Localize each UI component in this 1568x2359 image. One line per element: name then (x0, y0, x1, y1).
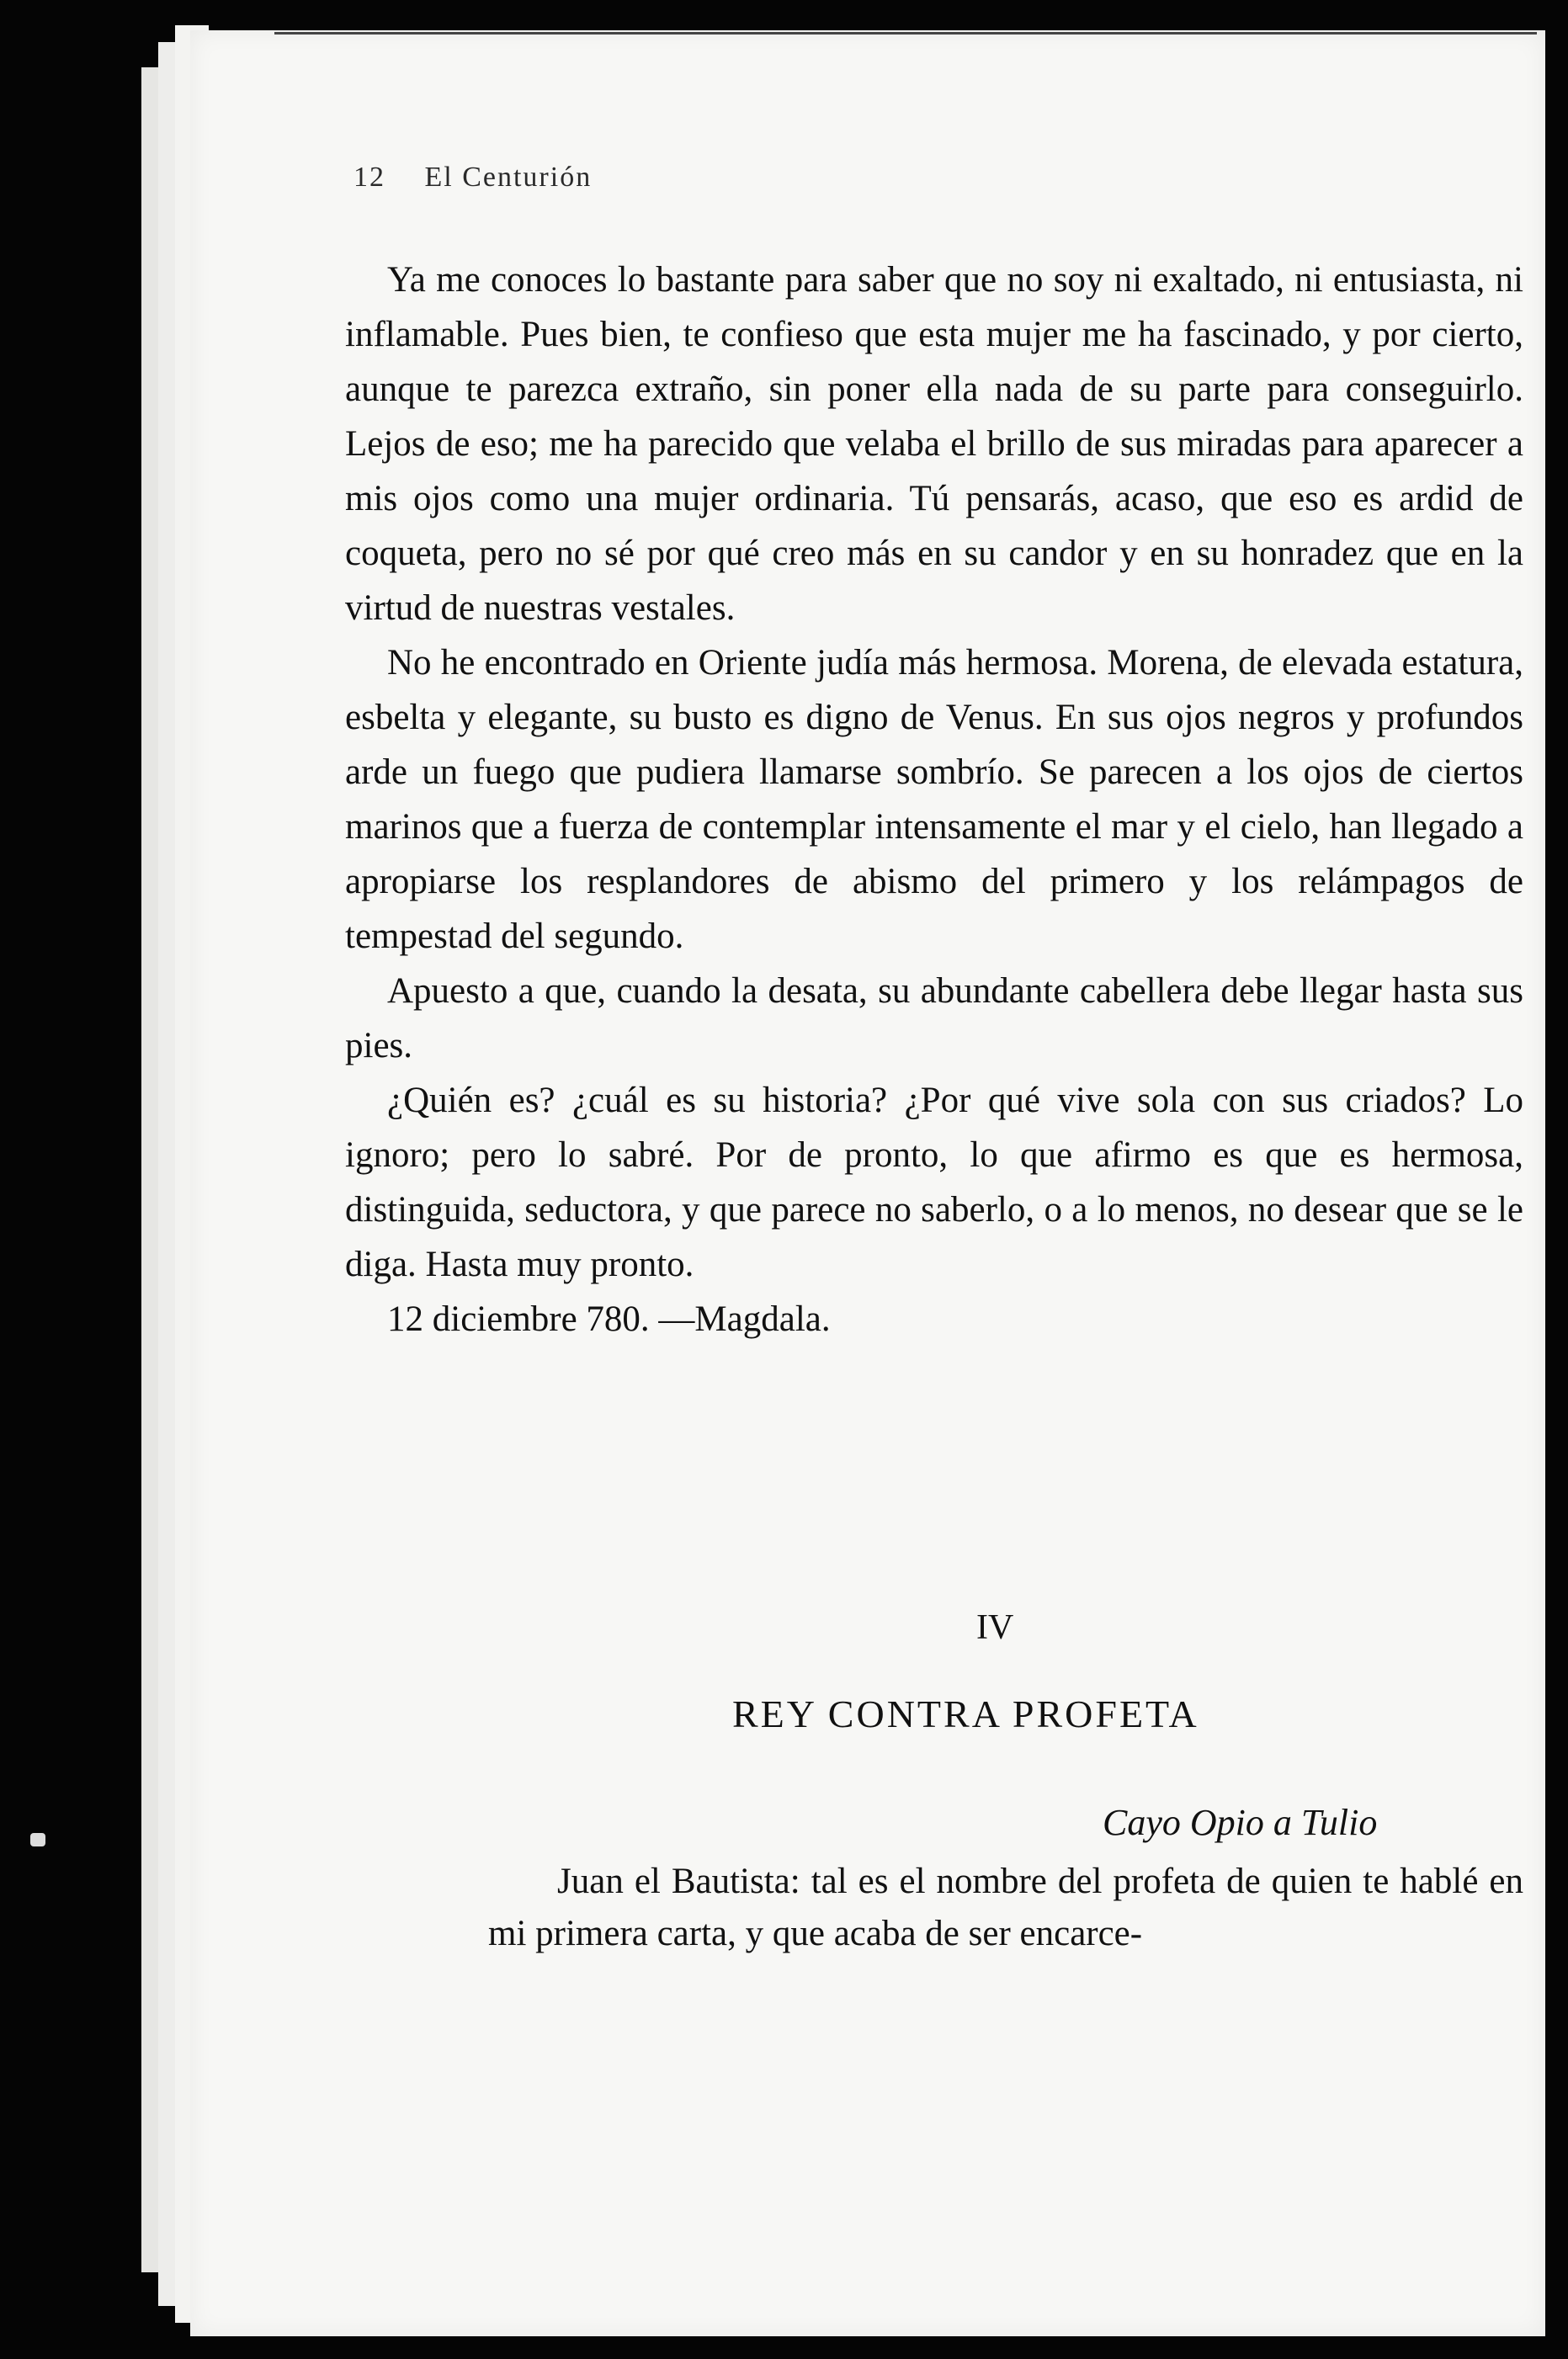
chapter-number: IV (976, 1608, 1014, 1647)
signoff: 12 diciembre 780. —Magdala. (387, 1299, 831, 1339)
paragraph: Ya me conoces lo bastante para saber que no soy ni exaltado, ni entusiasta, ni inflamable. Pues bien, te confieso que esta mujer me ha fascinado, y por cierto, aunque te parezca extraño, sin poner ella nada de su parte para conseguirlo. Lejos de eso; me ha parecido que velaba el brillo de sus miradas para aparecer a mis ojos como una mujer ordinaria. Tú pensarás, acaso, que eso es ardid de coqueta, pero no sé por qué creo más en su candor y en su honradez que en la virtud de nuestras vestales. (345, 260, 1523, 628)
chapter-body (488, 1856, 1523, 1960)
paragraph: ¿Quién es? ¿cuál es su historia? ¿Por qué vive sola con sus criados? Lo ignoro; pero lo sabré. Por de pronto, lo que afirmo es que es hermosa, distinguida, seductora, y que parece no saberlo, o a lo menos, no desear que se le diga. Hasta muy pronto. (345, 1081, 1523, 1284)
page-number: 12 (353, 162, 385, 193)
letter-body (345, 252, 1523, 1347)
chapter-subtitle: Cayo Opio a Tulio (1103, 1802, 1378, 1843)
top-rule (274, 32, 1537, 35)
running-title: El Centurión (424, 162, 593, 193)
paragraph: Juan el Bautista: tal es el nombre del profeta de quien te hablé en mi primera carta, y que acaba de ser encarce- (488, 1862, 1523, 1953)
scan-mark (30, 1833, 45, 1846)
running-head (353, 162, 592, 194)
paragraph: Apuesto a que, cuando la desata, su abundante cabellera debe llegar hasta sus pies. (345, 971, 1523, 1065)
paragraph: No he encontrado en Oriente judía más hermosa. Morena, de elevada estatura, esbelta y elegante, su busto es digno de Venus. En sus ojos negros y profundos arde un fuego que pudiera llamarse sombrío. Se parecen a los ojos de ciertos marinos que a fuerza de contemplar intensamente el mar y el cielo, han llegado a apropiarse los resplandores de abismo del primero y los relámpagos de tempestad del segundo. (345, 643, 1523, 956)
chapter-title: REY CONTRA PROFETA (732, 1692, 1199, 1735)
